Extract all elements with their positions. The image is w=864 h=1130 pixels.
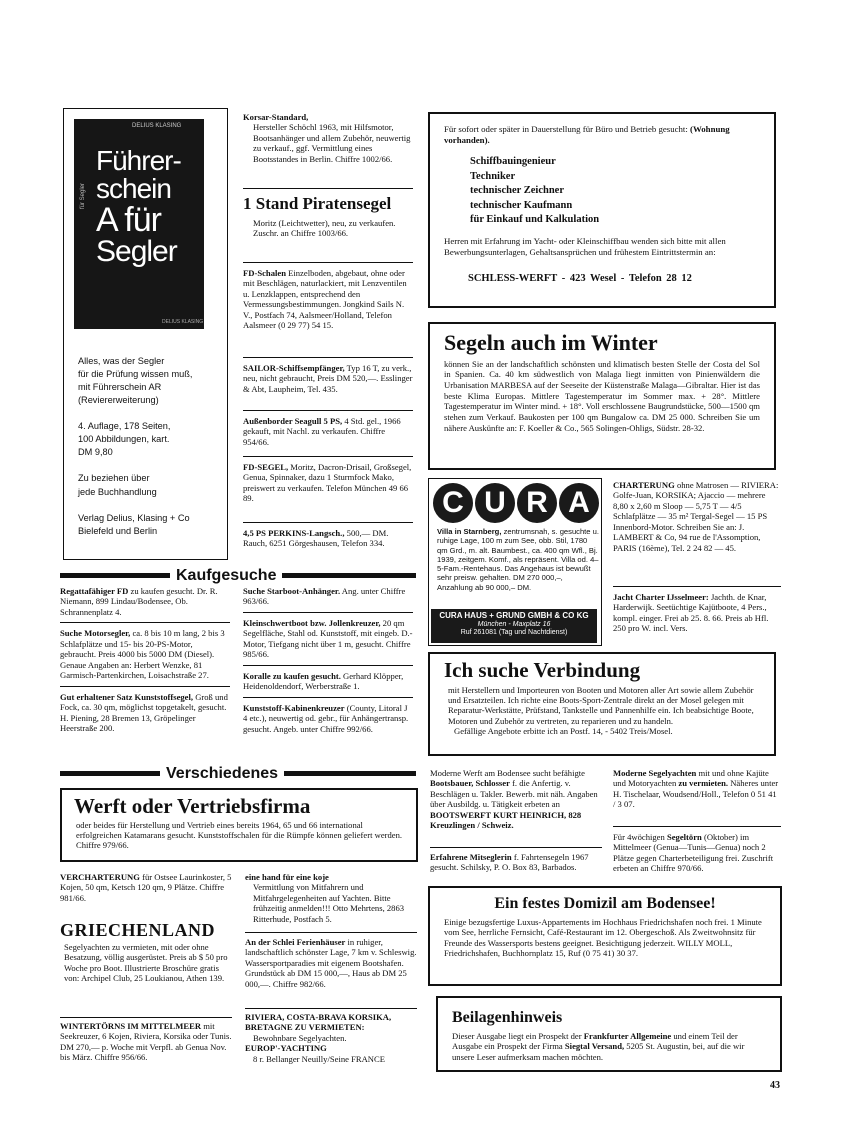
ad-wintertoerns: WINTERTÖRNS IM MITTELMEER mit Seekreuzer, 6 Kojen, Riviera, Korsika oder Tunis. DM 270,— p. Woche mit Verpfl. ab Genua Nov. bis März. Chiffre 956/66. bbox=[60, 1021, 232, 1063]
ad-charterung: CHARTERUNG ohne Matrosen — RIVIERA: Golfe-Juan, KORSIKA; Ajaccio — mehrere 8,80 x 2,60 m Sloop — 5,75 T — 4/5 Schlafplätze — 35 m² Tergal-Segel — 15 PS Innenbord-Motor. Schreiben Sie an: J. LAMBERT & Co, 94 rue de l'Assomption, PARIS (16ème), Tel. 2 24 82 — 45. bbox=[613, 480, 779, 553]
ad-riviera: RIVIERA, COSTA-BRAVA KORSIKA, BRETAGNE ZU VERMIETEN: Bewohnbare Segelyachten. EUROP'-YACHTING 8 r. Bellanger Neuilly/Seine FRANCE bbox=[245, 1012, 392, 1064]
ad-fd-schalen: FD-Schalen Einzelboden, abgebaut, ohne oder mit Beschlägen, naturlackiert, mit Lenzventilen u. Lenzklappen, entsprechend den Vermessungsbestimmungen. Jongkind Sails N. V., Postfach 74, Aalsmeer/Holland, Telefon Aalsmeer (0 29 77) 54 15. bbox=[243, 268, 407, 331]
job-ad-schless-werft: Für sofort oder später in Dauerstellung für Büro und Betrieb gesucht: (Wohnung vorhanden). Schiffbauingenieur Techniker technischer Zeichner technischer Kaufmann für Einkauf und Kalkulation Herren mit Erfahrung im Yacht- oder Kleinschiffbau wenden sich bitte mit allen Bewerbungsunterlagen, Gehaltsansprüchen und frühestem Eintrittstermin an: SCHLESS-WERFT - 423 Wesel - Telefon 28 12 bbox=[428, 112, 776, 308]
cura-ad bbox=[428, 478, 602, 646]
list-item: Koralle zu kaufen gesucht. Gerhard Klöpper, Heidenoldendorf, Werberstraße 1. bbox=[243, 670, 404, 692]
cover-footer: DELIUS KLASING bbox=[162, 319, 204, 325]
ad-seagull: Außenborder Seagull 5 PS, 4 Std. gel., 1966 gekauft, mit Nachl. zu verkaufen. Chiffre 954/66. bbox=[243, 416, 401, 447]
werft-ad: Werft oder Vertriebsfirma oder beides für Herstellung und Vertrieb eines bereits 1964, 65 und 66 international erfolgreichen Katamarans gesucht. Kunststoffschalen für die Rümpfe können geliefert werden. Chiffre 979/66. bbox=[60, 788, 418, 862]
job-positions: Schiffbauingenieur Techniker technischer Zeichner technischer Kaufmann für Einkauf und Kalkulation bbox=[470, 156, 600, 226]
cura-footer: CURA HAUS + GRUND GMBH & CO KG München - Maxplatz 16 Ruf 261081 (Tag und Nachtdienst) bbox=[431, 609, 597, 643]
ad-fd-segel: FD-SEGEL, Moritz, Dacron-Drisail, Großsegel, Genua, Spinnaker, dazu 1 Sturmfock Mako, preiswert zu verkaufen. Telefon München 49 66 89. bbox=[243, 462, 412, 504]
section-kaufgesuche: Kaufgesuche bbox=[60, 566, 416, 586]
ad-segelyachten: Moderne Segelyachten mit und ohne Kajüte und Motoryachten zu vermieten. Näheres unter H. Tischelaar, Woudsend/Holl., Telefon 0 51 41 / 3 07. bbox=[613, 768, 779, 810]
ad-jacht-charter: Jacht Charter IJsselmeer: Jachth. de Knar, Harderwijk. Seetüchtige Kajütboote, 4 Pers., kompl. einger. Frei ab 25. 8. 66. Preis ab Hfl. 250 pro W. incl. Vers. bbox=[613, 592, 769, 634]
list-item: Kunststoff-Kabinenkreuzer (County, Litoral J 4 etc.), neuwertig od. gebr., für Anhängertransp. gesucht. Angeb. unter Chiffre 992/66. bbox=[243, 702, 409, 734]
list-item: Suche Motorsegler, ca. 8 bis 10 m lang, 2 bis 3 Schlafplätze und 15- bis 20-PS-Motor, gebraucht. Preis 4000 bis 5000 DM (Diesel). Genaue Angaben an: Herbert Wenzke, 81 Garmisch-Partenkirchen, Loisachstraße 27. bbox=[60, 628, 225, 681]
verbindung-ad: Ich suche Verbindung mit Herstellern und Importeuren von Booten und Motoren aller Art sowie allem Zubehör und Ersatzteilen. Ich richte eine Boots-Sport-Zentrale direkt an der Mosel gelegen mit Reparatur-Werkstätte, Prüfstand, Tankstelle und Pannenhilfe ein. Ich beabsichtige Boote, Motoren und Zubehör zu vertreten, zu reparieren und zu handeln. Gefällige Angebote erbitte ich an Postf. 14, - 5402 Treis/Mosel. bbox=[428, 652, 776, 756]
book-description: Alles, was der Segler für die Prüfung wissen muß, mit Führerschein AR (Reviererweiterung) 4. Auflage, 178 Seiten, 100 Abbildungen, kart. DM 9,80 Zu beziehen über jede Buchhandlung Verlag Delius, Klasing + Co Bielefeld und Berlin bbox=[78, 356, 193, 536]
list-item: Gut erhaltener Satz Kunststoffsegel, Groß und Fock, ca. 30 qm, möglichst topgetakelt, gesucht. H. Piening, 28 Bremen 13, Gröpelinger Heerstraße 200. bbox=[60, 691, 228, 734]
list-item: Suche Starboot-Anhänger. Ang. unter Chiffre 963/66. bbox=[243, 586, 406, 607]
section-verschiedenes: Verschiedenes bbox=[60, 764, 416, 784]
ad-griechenland: GRIECHENLAND Segelyachten zu vermieten, mit oder ohne Besatzung, völlig ausgerüstet. Preis ab $ 50 pro Woche pro Boot. Illustrierte Broschüre gratis von: Archipel Club, 25 Loukianou, Athen 139. bbox=[60, 920, 228, 984]
book-cover bbox=[74, 119, 204, 329]
kaufgesuche-left bbox=[60, 586, 230, 734]
domizil-ad: Ein festes Domizil am Bodensee! Einige bezugsfertige Luxus-Appartements im Hochhaus Friedrichshafen noch frei. 1 Minute vom See, herrliche Fernsicht, Café-Restaurant im 12. Obergeschoß. Als Zweitwohnsitz für Freunde des Wassersports bestens geeignet. Besichtigung jederzeit. WILLY MOLL, Friedrichshafen, Buchhornplatz 15, Ruf (0 75 41) 30 37. bbox=[428, 886, 782, 986]
ad-mitseglerin: Erfahrene Mitseglerin f. Fahrtensegeln 1967 gesucht. Schilsky, P. O. Box 83, Barbados. bbox=[430, 852, 589, 873]
ad-segeltoern: Für 4wöchigen Segeltörn (Oktober) im Mittelmeer (Genua—Tunis—Genua) noch 2 Plätze gegen Charterbeteiligung frei. Zuschrift erbeten an Chiffre 970/66. bbox=[613, 832, 774, 874]
ad-perkins: 4,5 PS PERKINS-Langsch., 500,— DM. Rauch, 6251 Görgeshausen, Telefon 334. bbox=[243, 528, 389, 549]
cover-spine: für Segler bbox=[80, 182, 86, 209]
beilagen-ad: Beilagenhinweis Dieser Ausgabe liegt ein Prospekt der Frankfurter Allgemeine und einem Teil der Ausgabe ein Prospekt der Firma Siegtal Versand, 5205 St. Augustin, bei, auf die wir unsere Leser aufmerksam machen möchten. bbox=[436, 996, 782, 1072]
ad-hand-koje: eine hand für eine koje Vermittlung von Mitfahrern und Mitfahrgelegenheiten auf Yachten. Bitte frühzeitig anmelden!!! Otto Mehrtens, 2863 Ritterhude, Postfach 5. bbox=[245, 872, 405, 924]
list-item: Kleinschwertboot bzw. Jollenkreuzer, 20 qm Segelfläche, Stahl od. Kunststoff, mit eingeb. D.-Motor, Tiefgang nicht über 1 m, gesucht. Chiffre 985/66. bbox=[243, 617, 413, 660]
ad-bodensee-werft: Moderne Werft am Bodensee sucht befähigte Bootsbauer, Schlosser f. die Anfertig. v. Beschlägen u. Takler. Bewerb. mit näh. Angaben über Ausbildg. u. Tätigkeit erbeten an BOOTSWERFT KURT HEINRICH, 828 Kreuzlingen / Schweiz. bbox=[430, 768, 598, 831]
ad-sailor: SAILOR-Schiffsempfänger, Typ 16 T, zu verk., neu, nicht gebraucht, Preis DM 520,—. Esslinger & Abt, Laupheim, Tel. 435. bbox=[243, 363, 413, 394]
winter-ad: Segeln auch im Winter können Sie an der landschaftlich schönsten und klimatisch besten Stelle der Costa del Sol in Spanien. Ca. 40 km südwestlich von Malaga liegt inmitten von Pinienwäldern die Urbanisation MARBESA auf der Seeseite der Küstenstraße Malaga—Gibraltar. Hier ist das beste Klima Europas. Mittlere Tagestemperatur im Sommer max. + 28°. Mittlere Tagestemperatur im Winter mind. + 18°. Voll erschlossene Baugrundstücke, 500—1500 qm stehen zum Verkauf. Baukosten per 100 qm Bungalow ca. DM 25 000. Schreiben Sie um nähere Auskünfte an: F. Koeller & Co., 565 Solingen-Ohligs, Südstr. 28-32. bbox=[428, 322, 776, 470]
ad-vercharterung: VERCHARTERUNG für Ostsee Laurinkoster, 5 Kojen, 50 qm, Ketsch 120 qm, 9 Plätze. Chiffre 981/66. bbox=[60, 872, 232, 903]
kaufgesuche-right bbox=[243, 586, 413, 734]
ad-piratensegel: 1 Stand Piratensegel Moritz (Leichtwetter), neu, zu verkaufen. Zuschr. an Chiffre 1003/66. bbox=[243, 194, 396, 239]
cover-small-text: DELIUS KLASING bbox=[132, 123, 182, 129]
list-item: Regattafähiger FD zu kaufen gesucht. Dr. R. Niemann, 899 Lindau/Bodensee, Ob. Schrannenplatz 4. bbox=[60, 586, 218, 617]
cura-text: Villa in Starnberg, zentrumsnah, s. gesuchte u. ruhige Lage, 100 m zum See, obb. Stil, 1780 qm Grd., m. alt. Baumbest., ca. 400 qm Wfl., Bj. 1939, zeitgem. Komf., als repräsent. Villa od. 4–5-Fam.-Rentehaus. Das Angehaus ist bewußt sehr preisw. gehalten. DM 270 000,–, Anzahlung ab 90 000,– DM. bbox=[437, 527, 599, 592]
ad-korsar: Korsar-Standard, Hersteller Schöchl 1963, mit Hilfsmotor, Bootsanhänger und allem Zubehör, neuwertig zu verkauf., ggf. Vermittlung eines Bootsstandes in Berlin. Chiffre 1002/66. bbox=[243, 112, 411, 164]
cover-title: Führer- schein A für Segler bbox=[96, 145, 181, 268]
page-number: 43 bbox=[770, 1080, 780, 1091]
cura-logo: C U R A bbox=[433, 483, 599, 523]
ad-schlei: An der Schlei Ferienhäuser in ruhiger, landschaftlich schönster Lage, 7 km v. Schleswig. Wassersportparadies mit eigenem Bootshafen. Grundstück ab DM 15 000,—, Haus ab DM 25 000,—. Chiffre 982/66. bbox=[245, 937, 417, 989]
book-ad bbox=[63, 108, 228, 560]
